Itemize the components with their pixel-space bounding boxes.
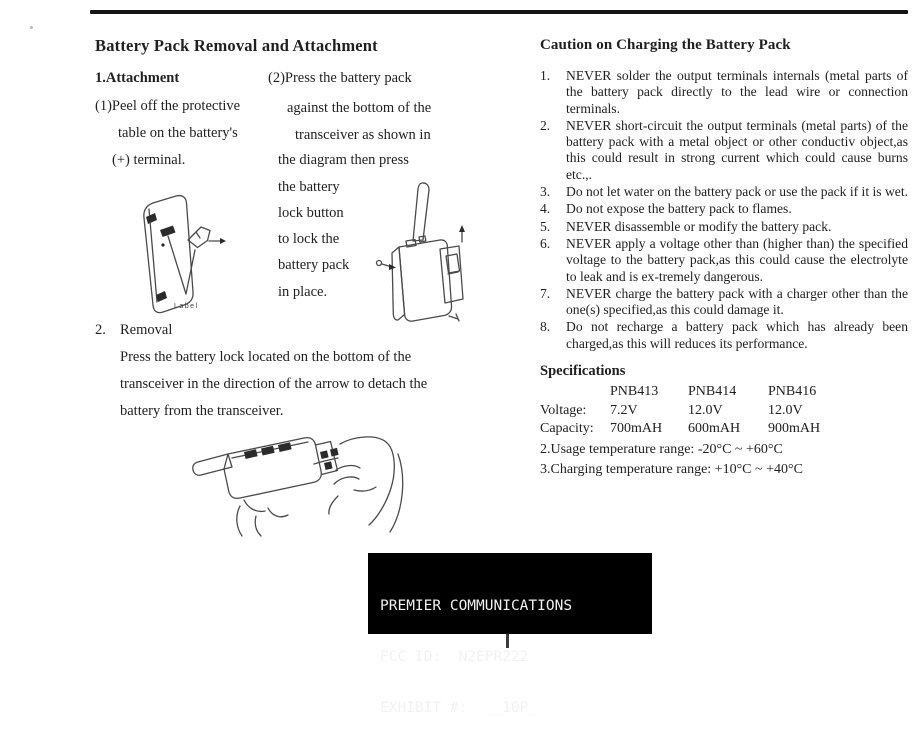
spec-value: 600mAH (688, 421, 741, 437)
stamp-fcc-id: FCC ID: N2EPR222 (380, 649, 529, 665)
attachment-step2-line: (2)Press the battery pack (268, 70, 412, 86)
attachment-step1-line: (1)Peel off the protective (95, 98, 241, 114)
caution-number: 3. (540, 184, 551, 200)
removal-line: Press the battery lock located on the bottom of the (120, 349, 412, 365)
caution-item (540, 286, 908, 319)
spec-model: PNB416 (768, 384, 817, 400)
caution-number: 1. (540, 68, 551, 83)
hand-removal-illustration (182, 428, 414, 548)
caution-item (540, 118, 908, 183)
right-section-heading: Caution on Charging the Battery Pack (540, 37, 791, 53)
caution-number: 6. (540, 235, 551, 251)
caution-item (540, 68, 908, 117)
fcc-exhibit-stamp (368, 553, 652, 716)
attachment-step2-line: to lock the (278, 231, 340, 247)
battery-label-caption: Label (174, 303, 199, 310)
stamp-company: PREMIER COMMUNICATIONS (380, 598, 573, 614)
spec-model: PNB414 (688, 384, 737, 400)
left-section-heading: Battery Pack Removal and Attachment (95, 36, 378, 55)
removal-line: transceiver in the direction of the arrow to detach the (120, 376, 428, 392)
attachment-step2-line: the diagram then press (278, 152, 409, 168)
attachment-title: 1.Attachment (95, 70, 180, 86)
spec-value: 900mAH (768, 421, 821, 437)
caution-number: 5. (540, 218, 551, 234)
spec-model: PNB413 (610, 384, 659, 400)
scan-speck (30, 26, 33, 29)
caution-text: NEVER charge the battery pack with a charger other than the one(s) specified,as this could damage it. (566, 285, 908, 318)
specifications-table (540, 383, 908, 439)
spec-value: 12.0V (768, 402, 803, 418)
caution-item (540, 219, 908, 235)
caution-item (540, 184, 908, 200)
removal-title: Removal (120, 322, 173, 338)
caution-item (540, 236, 908, 285)
spec-notes (540, 440, 908, 481)
top-rule (90, 10, 908, 14)
caution-text: Do not expose the battery pack to flames. (566, 201, 792, 217)
transceiver-illustration (352, 178, 500, 328)
removal-number: 2. (95, 322, 106, 338)
caution-item (540, 319, 908, 352)
page-number-tick (506, 634, 509, 648)
caution-number: 2. (540, 117, 551, 133)
removal-line: battery from the transceiver. (120, 403, 284, 419)
spec-value: 12.0V (688, 402, 723, 418)
caution-number: 4. (540, 201, 551, 217)
spec-note-charging: 3.Charging temperature range: +10°C ~ +40°C (540, 462, 803, 478)
attachment-step1-line: (+) terminal. (112, 152, 186, 168)
spec-value: 700mAH (610, 421, 663, 437)
caution-text: Do not recharge a battery pack which has already been charged,as this will reduces its performance. (566, 319, 908, 351)
attachment-step2-line: transceiver as shown in (295, 127, 431, 143)
caution-text: NEVER apply a voltage other than (higher than) the specified voltage to the battery pack,as this could cause the electrolyte to leak and is ex-tremely dangerous. (566, 235, 908, 284)
caution-text: NEVER short-circuit the output terminals (metal parts) of the battery pack with a metal object or other conductiv object,as this could result in strong current which could cause burns etc.,. (566, 117, 908, 182)
caution-item (540, 201, 908, 217)
spec-cell-empty (540, 383, 610, 402)
caution-text: NEVER solder the output terminals internals (metal parts of the battery pack directly to the lead wire or connection terminals. (566, 68, 908, 116)
spec-note-usage: 2.Usage temperature range: -20°C ~ +60°C (540, 441, 783, 457)
attachment-step2-line: lock button (278, 205, 344, 221)
specifications-title: Specifications (540, 363, 626, 380)
caution-number: 8. (540, 319, 551, 335)
attachment-step2-line: against the bottom of the (287, 100, 432, 116)
specifications-section (540, 363, 908, 481)
spec-row-label: Capacity: (540, 421, 594, 437)
caution-text: Do not let water on the battery pack or use the pack if it is wet. (566, 184, 909, 200)
attachment-step2-line: in place. (278, 284, 328, 300)
spec-row-label: Voltage: (540, 402, 587, 418)
spec-value: 7.2V (610, 402, 638, 418)
caution-text: NEVER disassemble or modify the battery pack. (566, 218, 832, 234)
battery-pack-illustration (116, 188, 276, 323)
caution-section (540, 37, 908, 481)
attachment-step2-line: battery pack (278, 257, 350, 273)
stamp-exhibit-number: EXHIBIT #: __10P_ (380, 700, 538, 716)
caution-number: 7. (540, 285, 551, 301)
attachment-step1-line: table on the battery's (118, 125, 238, 141)
attachment-step2-line: the battery (278, 179, 340, 195)
